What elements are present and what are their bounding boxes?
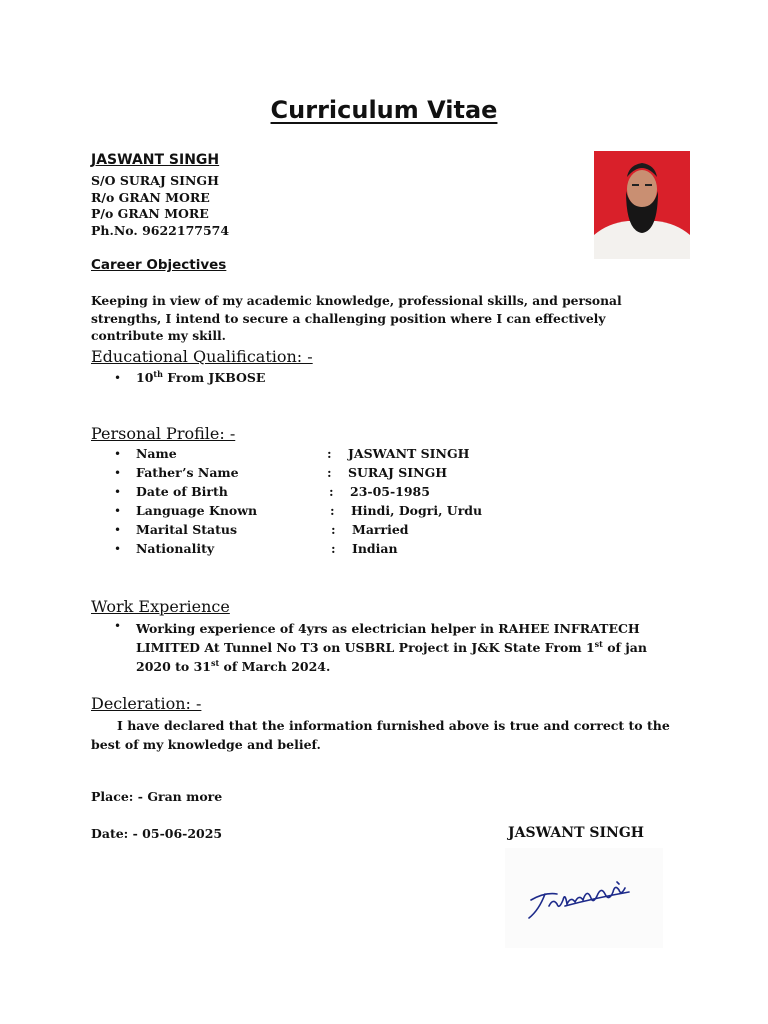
bullet: • [114,504,122,518]
profile-label: Nationality [136,541,215,556]
profile-label: Language Known [136,503,258,518]
profile-label: Date of Birth [136,484,228,499]
profile-label: Marital Status [136,522,238,537]
bullet: • [114,485,122,499]
bullet: • [114,371,122,385]
profile-value: JASWANT SINGH [348,446,470,461]
career-objectives-heading: Career Objectives [91,257,227,273]
page-title: Curriculum Vitae [270,96,498,124]
profile-value: 23-05-1985 [350,484,430,499]
career-objectives-text: Keeping in view of my academic knowledge, professional skills, and personal strengths, I intend to secure a challenging position where I can effectively contribute my skill. [91,293,622,343]
bullet: • [114,466,122,480]
profile-value: SURAJ SINGH [348,465,448,480]
contact-line: Ph.No. 9622177574 [91,222,230,238]
declaration-heading: Decleration: - [91,694,202,713]
profile-colon: : [331,522,336,537]
profile-colon: : [327,465,332,480]
profile-photo [594,151,690,259]
place-line: Place: - Gran more [91,789,223,804]
contact-line: R/o GRAN MORE [91,189,210,205]
signature-name: JASWANT SINGH [508,825,645,841]
profile-colon: : [330,503,335,518]
personal-profile-heading: Personal Profile: - [91,424,236,443]
work-experience-text: Working experience of 4yrs as electrician helper in RAHEE INFRATECH LIMITED At Tunnel No T3 on USBRL Project in J&K State From 1st of jan 2020 to 31st of March 2024. [136,621,647,674]
handwritten-signature [505,848,663,948]
education-heading: Educational Qualification: - [91,347,313,366]
profile-value: Hindi, Dogri, Urdu [351,503,483,518]
profile-value: Married [352,522,409,537]
work-experience-heading: Work Experience [91,597,230,616]
education-item: 10th From JKBOSE [136,368,266,385]
date-line: Date: - 05-06-2025 [91,826,223,841]
profile-colon: : [327,446,332,461]
candidate-name-heading: JASWANT SINGH [91,152,220,168]
bullet: • [114,523,122,537]
contact-line: P/o GRAN MORE [91,206,209,222]
declaration-text: I have declared that the information furnished above is true and correct to the best of my knowledge and belief. [91,718,670,752]
profile-label: Name [136,446,177,461]
bullet: • [114,619,122,633]
profile-colon: : [331,541,336,556]
contact-line: S/O SURAJ SINGH [91,173,219,188]
bullet: • [114,542,122,556]
profile-label: Father’s Name [136,465,239,480]
contact-block [91,173,229,239]
profile-colon: : [329,484,334,499]
profile-value: Indian [352,541,398,556]
bullet: • [114,447,122,461]
